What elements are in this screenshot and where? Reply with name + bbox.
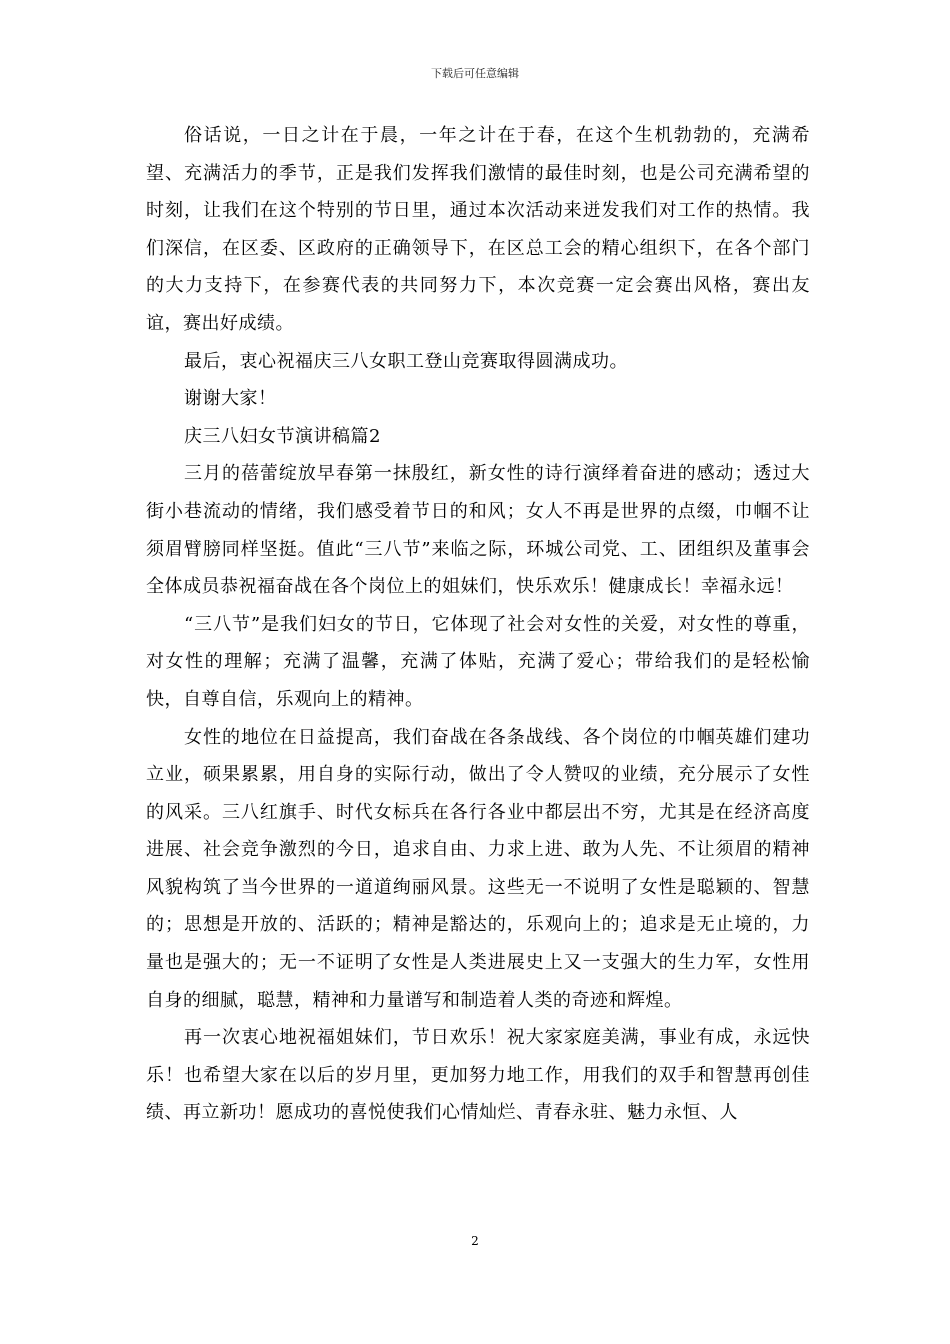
paragraph-womens-day: “三八节”是我们妇女的节日，它体现了社会对女性的关爱，对女性的尊重，对女性的理解；充满了温馨，充满了体贴，充满了爱心；带给我们的是轻松愉快，自尊自信，乐观向上的精神。 xyxy=(146,613,810,710)
paragraph-womens-status: 女性的地位在日益提高，我们奋战在各条战线、各个岗位的巾帼英雄们建功立业，硕果累累，用自身的实际行动，做出了令人赞叹的业绩，充分展示了女性的风采。三八红旗手、时代女标兵在各行各业中都层出不穷，尤其是在经济高度进展、社会竞争激烈的今日，追求自由、力求上进、敢为人先、不让须眉的精神风貌构筑了当今世界的一道道绚丽风景。这些无一不说明了女性是聪颖的、智慧的；思想是开放的、活跃的；精神是豁达的，乐观向上的；追求是无止境的，力量也是强大的；无一不证明了女性是人类进展史上又一支强大的生力军，女性用自身的细腻，聪慧，精神和力量谱写和制造着人类的奇迹和辉煌。 xyxy=(146,726,810,1011)
page-number: 2 xyxy=(471,1234,479,1248)
paragraph-intro: 俗话说，一日之计在于晨，一年之计在于春，在这个生机勃勃的，充满希望、充满活力的季节，正是我们发挥我们激情的最佳时刻，也是公司充满希望的时刻，让我们在这个特别的节日里，通过本次活动来迸发我们对工作的热情。我们深信，在区委、区政府的正确领导下，在区总工会的精心组织下，在各个部门的大力支持下，在参赛代表的共同努力下，本次竞赛一定会赛出风格，赛出友谊，赛出好成绩。 xyxy=(146,125,810,334)
paragraph-thanks: 谢谢大家！ xyxy=(184,388,277,410)
section-heading: 庆三八妇女节演讲稿篇2 xyxy=(184,425,381,447)
paragraph-closing-wishes: 再一次衷心地祝福姐妹们，节日欢乐！祝大家家庭美满，事业有成，永远快乐！也希望大家在以后的岁月里，更加努力地工作，用我们的双手和智慧再创佳绩、再立新功！愿成功的喜悦使我们心情灿烂、青春永驻、魅力永恒、人 xyxy=(146,1027,810,1124)
paragraph-march-buds: 三月的蓓蕾绽放早春第一抹殷红，新女性的诗行演绎着奋进的感动；透过大街小巷流动的情绪，我们感受着节日的和风；女人不再是世界的点缀，巾帼不让须眉臂膀同样坚挺。值此“三八节”来临之际，环城公司党、工、团组织及董事会全体成员恭祝福奋战在各个岗位上的姐妹们，快乐欢乐！健康成长！幸福永远！ xyxy=(146,463,810,598)
document-body xyxy=(146,117,810,1132)
paragraph-blessing: 最后，衷心祝福庆三八女职工登山竞赛取得圆满成功。 xyxy=(184,350,628,372)
page-header: 下载后可任意编辑 xyxy=(431,67,519,80)
